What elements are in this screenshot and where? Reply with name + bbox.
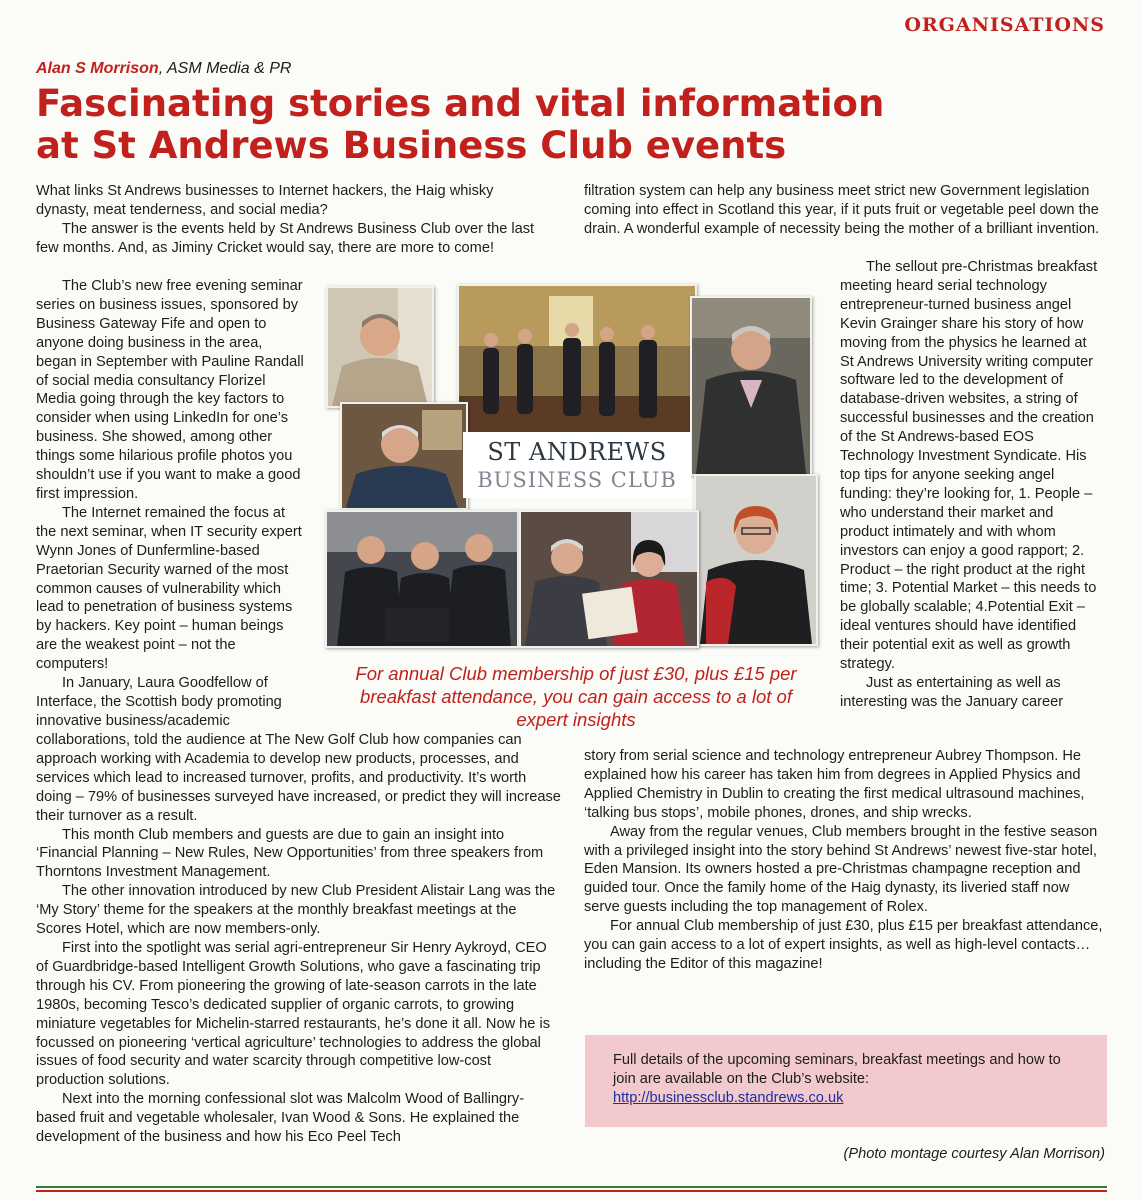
paragraph: First into the spotlight was serial agri-entrepreneur Sir Henry Aykroyd, CEO of Guardbridge-based Intelligent Growth Solutions, who gave a fascinating trip through his CV. From pioneering the growing of late-season carrots in the late 1980s, becoming Tesco’s dedicated supplier of organic carrots, to growing miniature vegetables for Michelin-starred restaurants, he’s done it all. Now he is focussed on pioneering ‘vertical agriculture’ technologies to address the global issues of food security and water scarcity through competitive low-cost production solutions. xyxy=(36,939,551,1089)
paragraph: The Internet remained the focus at the next seminar, when IT security expert Wynn Jones of Dunfermline-based Praetorian Security warned of the most common causes of vulnerability which lead to penetration of business systems by hackers. Key point – human beings are the weakest point – not the computers! xyxy=(36,504,302,673)
info-box-text: Full details of the upcoming seminars, breakfast meetings and how to join are available on the Club’s website: xyxy=(613,1052,1061,1087)
info-box xyxy=(585,1035,1107,1127)
paragraph: Just as entertaining as well as interesting was the January career xyxy=(840,674,1064,710)
speaker-photo xyxy=(326,286,434,408)
paragraph: story from serial science and technology entrepreneur Aubrey Thompson. He explained how his career has taken him from degrees in Applied Physics and Applied Chemistry in Dublin to creating the first medical ultrasound machines, ‘talking bus stops’, mobile phones, drones, and ship wrecks. xyxy=(584,748,1085,821)
photo-credit: (Photo montage courtesy Alan Morrison) xyxy=(843,1146,1105,1162)
paragraph: filtration system can help any business meet strict new Government legislation coming into effect in Scotland this year, if it puts fruit or vegetable peel down the drain. A wonderful example of necessity being the mother of a brilliant invention. xyxy=(584,183,1100,237)
group-photo xyxy=(325,510,519,648)
speaker-photo xyxy=(690,296,812,476)
photo-image xyxy=(342,404,466,508)
book-photo xyxy=(519,510,699,648)
photo-image xyxy=(327,512,517,646)
headline-line-2: at St Andrews Business Club events xyxy=(36,124,787,167)
reception-photo xyxy=(457,284,697,438)
photo-image xyxy=(696,476,816,644)
paragraph: Away from the regular venues, Club members brought in the festive season with a privileged insight into the story behind St Andrews’ newest five-star hotel, Eden Mansion. Its owners hosted a pre-Christmas champagne reception and guided tour. Once the family home of the Haig dynasty, its liveried staff now serve guests including the top management of Rolex. xyxy=(584,823,1098,916)
paragraph: The other innovation introduced by new Club President Alistair Lang was the ‘My Story’ theme for the speakers at the monthly breakfast meetings at the Scores Hotel, which are now members-only. xyxy=(36,883,556,938)
speaker-photo xyxy=(694,474,818,646)
byline xyxy=(36,60,291,78)
headline xyxy=(36,83,996,167)
right-column-bottom xyxy=(584,747,1106,974)
footer-rule-red xyxy=(36,1190,1107,1192)
speaker-photo xyxy=(340,402,468,510)
info-box-content xyxy=(613,1051,1083,1108)
paragraph: In January, Laura Goodfellow of Interface, the Scottish body promoting innovative business/academic xyxy=(36,675,282,729)
paragraph: The sellout pre-Christmas breakfast meeting heard serial technology entrepreneur-turned business angel Kevin Grainger share his story of how moving from the physics he learned at St Andrews University writing computer software led to the development of database-driven websites, a string of successful businesses and the creation of the St Andrews-based EOS Technology Investment Syndicate. His top tips for anyone seeking angel funding: they’re looking for, 1. People – who understand their market and product intimately and with whom investors can enjoy a good rapport; 2. Product – the right product at the right time; 3. Potential Market – this needs to be globally scalable; 4.Potential Exit – ideal ventures should have identified their potential exit as well as growth strategy. xyxy=(840,259,1098,673)
paragraph: What links St Andrews businesses to Internet hackers, the Haig whisky dynasty, meat tenderness, and social media? xyxy=(36,183,494,218)
footer-rule-green xyxy=(36,1186,1107,1188)
paragraph: The Club’s new free evening seminar series on business issues, sponsored by Business Gateway Fife and open to anyone doing business in the area, began in September with Pauline Randall of social media consultancy Florizel Media going through the key factors to consider when using LinkedIn for one’s business. She showed, among other things some hilarious profile photos you shouldn’t use if you want to make a good first impression. xyxy=(36,278,304,502)
right-column-intro xyxy=(584,182,1106,239)
photo-image xyxy=(328,288,432,406)
headline-line-1: Fascinating stories and vital information xyxy=(36,82,885,125)
paragraph: This month Club members and guests are due to gain an insight into ‘Financial Planning – New Rules, New Opportunities’ from three speakers from Thorntons Investment Management. xyxy=(36,826,544,881)
paragraph: The answer is the events held by St Andrews Business Club over the last few months. And, as Jiminy Cricket would say, there are more to come! xyxy=(36,220,535,256)
logo-line-2: BUSINESS CLUB xyxy=(477,468,677,492)
pull-quote: For annual Club membership of just £30, plus £15 per breakfast attendance, you can gain access to a lot of expert insights xyxy=(355,663,797,730)
left-column-narrow xyxy=(36,277,306,731)
photo-image xyxy=(521,512,697,646)
section-header: ORGANISATIONS xyxy=(904,14,1105,36)
author-name: Alan S Morrison xyxy=(36,60,159,77)
club-logo xyxy=(463,432,691,498)
paragraph: Next into the morning confessional slot was Malcolm Wood of Ballingry-based fruit and vegetable wholesaler, Ivan Wood & Sons. He explained the development of the business and how his Eco Peel Tech xyxy=(36,1091,525,1146)
left-column-intro xyxy=(36,182,546,258)
author-affiliation: , ASM Media & PR xyxy=(158,60,292,77)
paragraph: collaborations, told the audience at The New Golf Club how companies can approach working with Academia to develop new products, processes, and services which lead to increased turnover, profits, and productivity. It’s worth doing – 79% of businesses surveyed have increased, or predict they will increase their turnover as a result. xyxy=(36,732,561,824)
photo-image xyxy=(692,298,810,474)
left-column-bottom xyxy=(36,731,562,1147)
photo-image xyxy=(459,286,695,436)
club-website-link[interactable]: http://businessclub.standrews.co.uk xyxy=(613,1089,844,1106)
logo-line-1: ST ANDREWS xyxy=(487,438,667,466)
paragraph: For annual Club membership of just £30, plus £15 per breakfast attendance, you can gain access to a lot of expert insights, as well as high-level contacts…including the Editor of this magazine! xyxy=(584,918,1103,972)
right-column-narrow xyxy=(840,258,1104,712)
